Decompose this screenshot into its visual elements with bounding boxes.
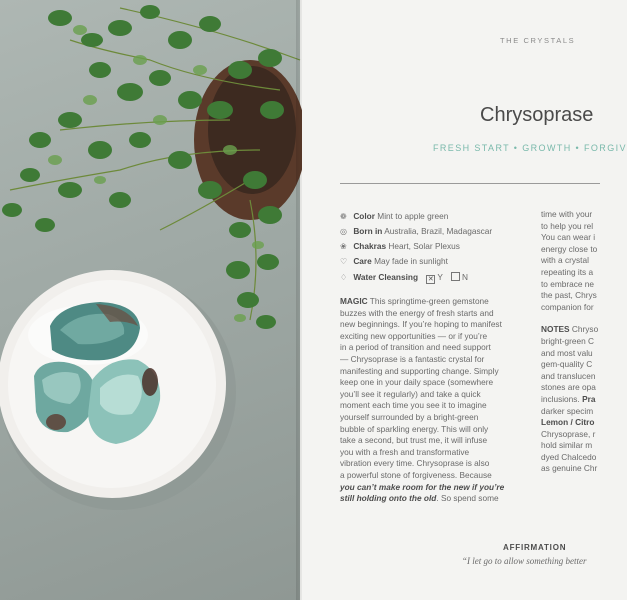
crystal-photo [0, 0, 300, 600]
page-title: Chrysoprase [480, 104, 594, 126]
checkbox-yes: ✕ [427, 276, 434, 283]
section-label: THE CRYSTALS [500, 36, 576, 45]
second-column: time with your to help you rel You can wear i energy close to with a crystal repeating its a to embrace ne the past, Chrys companion for NOTES Chryso bright-green C and most valu gem-quality C and translucen stones are opa inclusions. Pra darker specim Lemon / Citro Chrysoprase, r hold similar m dyed Chalcedo as genuine Chr [541, 209, 599, 474]
attr-color: ❁ Color Mint to apple green [340, 211, 449, 221]
attr-water-cleansing: ♢ Water Cleansing ✕ Y N [340, 272, 469, 283]
lotus-icon: ❀ [340, 242, 347, 251]
attr-care: ♡ Care May fade in sunlight [340, 256, 448, 266]
heart-icon: ♡ [340, 257, 348, 266]
magic-paragraph: MAGIC This springtime-green gemstone buzzes with the energy of fresh starts and new beginnings. If you’re hoping to manifest exciting new opportunities — or if you’re in a period of transition and need support — Chrysoprase is a fantastic crystal for manifesting and supporting change. Simply keep one in your daily space (somewhere you’ll see it regularly) and take a quick moment each time you see it to imagine yourself surrounded by a bright-green bubble of sparkling energy. This will only take a second, but trust me, it will infuse you with a fresh and transformative vibration every time. Chrysoprase is also a powerful stone of forgiveness. Because you can’t make room for the new if you’re still holding onto the old. So spend some [340, 296, 505, 504]
attr-born-in: ◎ Born in Australia, Brazil, Madagascar [340, 226, 493, 236]
checkbox-no [451, 272, 460, 281]
affirmation-label: AFFIRMATION [503, 543, 567, 552]
attr-chakras: ❀ Chakras Heart, Solar Plexus [340, 241, 460, 251]
text-page [302, 0, 627, 600]
divider [340, 183, 600, 184]
keywords: FRESH START • GROWTH • FORGIV [433, 143, 627, 153]
water-drop-icon: ♢ [340, 273, 348, 282]
palette-icon: ❁ [340, 212, 347, 221]
affirmation-text: “I let go to allow something better [462, 556, 587, 566]
globe-icon: ◎ [340, 227, 347, 236]
